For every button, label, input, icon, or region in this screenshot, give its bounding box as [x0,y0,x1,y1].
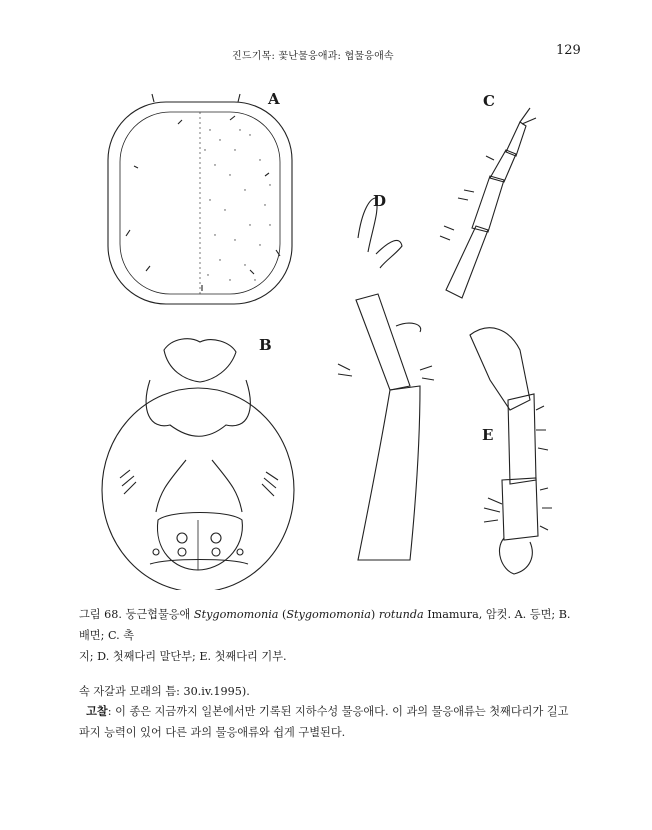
caption-species: rotunda [378,608,424,621]
panel-label-e: E [482,426,494,444]
panel-a-dorsal-view [108,94,292,304]
remarks-text: : 이 종은 지금까지 일본에서만 기록된 지하수성 물응애다. 이 과의 물응애류는 첫째다리가 길고 [107,705,569,718]
panel-label-c: C [483,92,495,110]
running-head: 진드기목: 꽃난물응애과: 협물응애속 [232,51,394,62]
panel-label-b: B [259,336,272,354]
figure-caption [79,604,579,667]
page-number: 129 [556,43,581,58]
panel-label-a: A [268,90,280,108]
figure-68 [90,80,570,590]
panel-label-d: D [373,192,387,210]
caption-line2: 지; D. 첫째다리 말단부; E. 첫째다리 기부. [79,650,287,663]
panel-b-ventral-view [102,339,294,590]
body-line-1: 속 자갈과 모래의 틈: 30.iv.1995). [79,685,250,698]
caption-genus: Stygomomonia [193,608,279,621]
remarks-label: 고찰 [86,704,108,718]
figure-illustration [90,80,570,590]
caption-subgenus-open: ( [278,608,287,621]
panel-d-leg-distal [338,198,434,560]
caption-subgenus: Stygomomonia [286,608,371,621]
caption-subgenus-close: ) [370,608,379,621]
body-line-2 [79,701,579,722]
panel-e-leg-basal [470,328,552,574]
panel-c-palp [440,108,536,298]
caption-rest-line1: Imamura, 암컷. A. 등면; B. 배면; C. 촉 [79,608,571,642]
caption-prefix: 그림 68. 둥근협물응애 [79,608,194,621]
body-line-3: 파지 능력이 있어 다른 과의 물응애류와 쉽게 구별된다. [79,726,346,739]
